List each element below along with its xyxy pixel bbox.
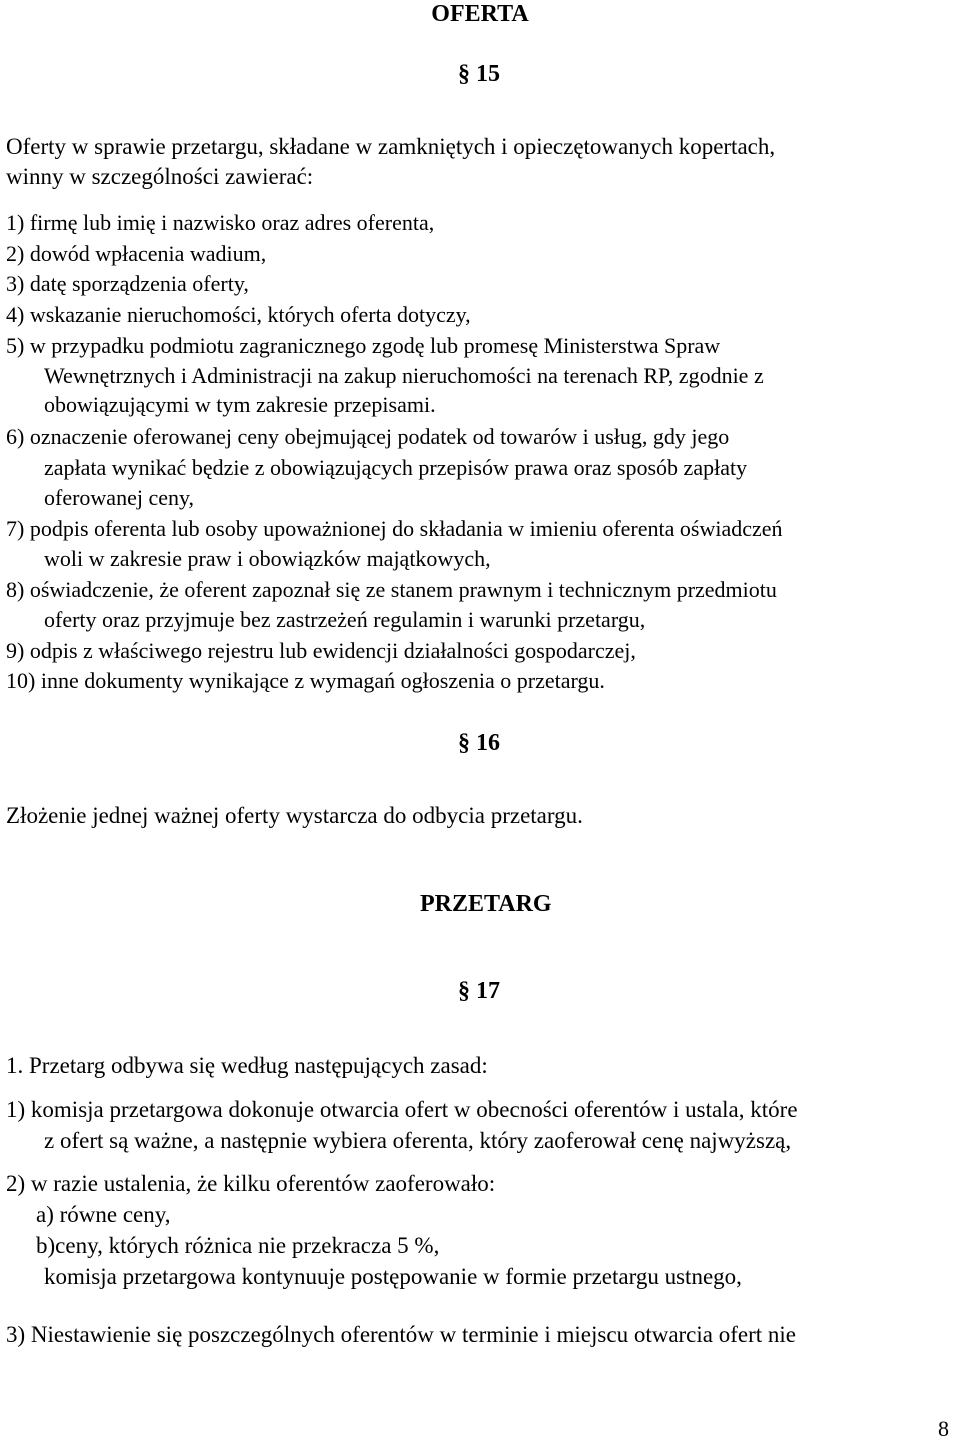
section-17-point-1-line-2: z ofert są ważne, a następnie wybiera oferenta, który zaoferował cenę najwyższą, (44, 1128, 792, 1153)
section-15-heading: § 15 (458, 61, 500, 87)
section-15-item-2: 2) dowód wpłacenia wadium, (6, 241, 267, 266)
page-number: 8 (938, 1416, 949, 1441)
section-15-item-1: 1) firmę lub imię i nazwisko oraz adres oferenta, (6, 210, 435, 235)
section-15-item-4: 4) wskazanie nieruchomości, których oferta dotyczy, (6, 302, 471, 327)
section-15-item-5-line-3: obowiązującymi w tym zakresie przepisami. (44, 392, 436, 417)
section-15-intro-line-1: Oferty w sprawie przetargu, składane w zamkniętych i opieczętowanych kopertach, (6, 134, 776, 159)
section-15-item-8-line-1: 8) oświadczenie, że oferent zapoznał się ze stanem prawnym i technicznym przedmiotu (6, 577, 777, 602)
section-17-point-3: 3) Niestawienie się poszczególnych oferentów w terminie i miejscu otwarcia ofert nie (6, 1322, 797, 1347)
section-15-intro-line-2: winny w szczególności zawierać: (6, 164, 314, 189)
section-15-item-7-line-1: 7) podpis oferenta lub osoby upoważnionej do składania w imieniu oferenta oświadczeń (6, 516, 783, 541)
section-15-item-6-line-3: oferowanej ceny, (44, 485, 195, 510)
document-title: OFERTA (431, 1, 529, 27)
section-17-point-2-a: a) równe ceny, (36, 1202, 171, 1227)
section-17-point-1-line-1: 1) komisja przetargowa dokonuje otwarcia ofert w obecności oferentów i ustala, które (6, 1097, 798, 1122)
section-15-item-6-line-2: zapłata wynikać będzie z obowiązujących przepisów prawa oraz sposób zapłaty (44, 455, 748, 480)
section-16-heading: § 16 (458, 730, 500, 756)
section-15-item-8-line-2: oferty oraz przyjmuje bez zastrzeżeń regulamin i warunki przetargu, (44, 607, 646, 632)
section-17-point-2-c: komisja przetargowa kontynuuje postępowanie w formie przetargu ustnego, (44, 1264, 742, 1289)
section-17-heading: § 17 (458, 978, 500, 1004)
section-17-point-2-b: b)ceny, których różnica nie przekracza 5 %, (36, 1233, 440, 1258)
section-15-item-10: 10) inne dokumenty wynikające z wymagań ogłoszenia o przetargu. (6, 668, 605, 693)
section-16-text: Złożenie jednej ważnej oferty wystarcza do odbycia przetargu. (6, 803, 583, 828)
section-17-point-2: 2) w razie ustalenia, że kilku oferentów zaoferowało: (6, 1171, 496, 1196)
section-15-item-7-line-2: woli w zakresie praw i obowiązków majątkowych, (44, 546, 491, 571)
section-15-item-3: 3) datę sporządzenia oferty, (6, 271, 249, 296)
section-15-item-9: 9) odpis z właściwego rejestru lub ewidencji działalności gospodarczej, (6, 638, 636, 663)
section-15-item-6-line-1: 6) oznaczenie oferowanej ceny obejmującej podatek od towarów i usług, gdy jego (6, 424, 730, 449)
section-17-intro: 1. Przetarg odbywa się według następujących zasad: (6, 1053, 488, 1078)
section-15-item-5-line-2: Wewnętrznych i Administracji na zakup nieruchomości na terenach RP, zgodnie z (44, 363, 764, 388)
przetarg-heading: PRZETARG (420, 891, 552, 917)
section-15-item-5-line-1: 5) w przypadku podmiotu zagranicznego zgodę lub promesę Ministerstwa Spraw (6, 333, 721, 358)
